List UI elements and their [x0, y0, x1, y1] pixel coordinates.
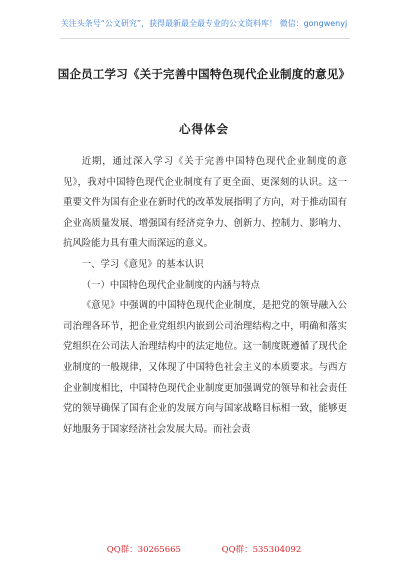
- document-subtitle: 心得体会: [179, 122, 229, 136]
- body-paragraph-content: 《意见》中强调的中国特色现代企业制度，是把党的领导融入公司治理各环节，把企业党组织内嵌到公司治理结构之中，明确和落实党组织在公司法人治理结构中的法定地位。这一制度既遵循了现代企业制度的一般规律，又体现了中国特色社会主义的本质要求。与西方企业制度相比，中国特色现代企业制度更加强调党的领导和社会责任党的领导确保了国有企业的发展方向与国家战略目标相一致，能够更好地服务于国家经济社会发展大局。而社会责: [63, 300, 347, 435]
- qq-group-1: QQ群：30265665: [106, 545, 181, 555]
- header-divider: [60, 38, 350, 39]
- qq-footer: [0, 543, 408, 555]
- document-body: [63, 152, 347, 440]
- section-heading-1: 一、学习《意见》的基本认识: [81, 258, 204, 270]
- body-paragraph-intro: 近期，通过深入学习《关于完善中国特色现代企业制度的意见》，我对中国特色现代企业制度有了更全面、更深刻的认识。这一重要文件为国有企业在新时代的改革发展指明了方向，对于推动国有企业高质量发展、增强国有经济竞争力、创新力、控制力、影响力、抗风险能力具有重大而深远的意义。: [63, 156, 347, 250]
- document-title: 国企员工学习《关于完善中国特色现代企业制度的意见》: [57, 67, 351, 81]
- qq-group-2: QQ群：535304092: [221, 545, 302, 555]
- promo-header: 关注头条号“公文研究”，获得最新最全最专业的公文资料库！ 微信：gongwenyj: [60, 19, 348, 28]
- subsection-heading-1: （一）中国特色现代企业制度的内涵与特点: [81, 279, 260, 291]
